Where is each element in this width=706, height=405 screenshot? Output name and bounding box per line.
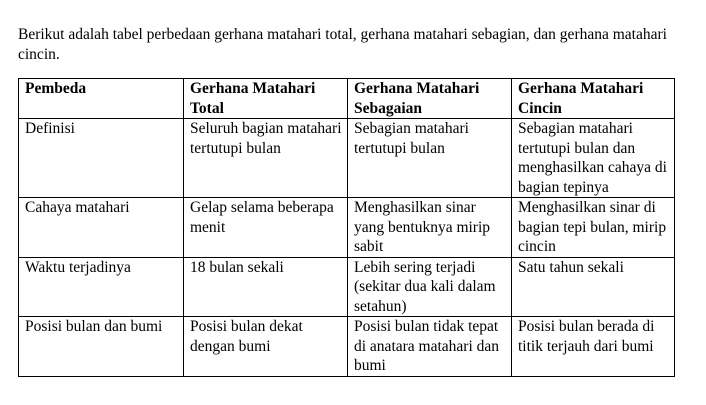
header-cell-cincin: Gerhana Matahari Cincin: [512, 79, 675, 119]
header-cell-pembeda: Pembeda: [19, 79, 184, 119]
table-cell: Gelap selama beberapa menit: [184, 198, 348, 258]
table-header-row: [19, 79, 675, 119]
table-row: [19, 119, 675, 198]
header-cell-sebagian: Gerhana Matahari Sebagaian: [348, 79, 512, 119]
table-cell: Seluruh bagian matahari tertutupi bulan: [184, 119, 348, 198]
table-row: [19, 257, 675, 317]
comparison-table: [18, 78, 675, 377]
table-row: [19, 198, 675, 258]
table-cell: Cahaya matahari: [19, 198, 184, 258]
table-cell: Waktu terjadinya: [19, 257, 184, 317]
table-cell: Sebagian matahari tertutupi bulan: [348, 119, 512, 198]
table-cell: Definisi: [19, 119, 184, 198]
table-cell: Lebih sering terjadi (sekitar dua kali dalam setahun): [348, 257, 512, 317]
table-cell: Posisi bulan dan bumi: [19, 317, 184, 377]
table-cell: Menghasilkan sinar di bagian tepi bulan, mirip cincin: [512, 198, 675, 258]
header-cell-total: Gerhana Matahari Total: [184, 79, 348, 119]
table-cell: Posisi bulan dekat dengan bumi: [184, 317, 348, 377]
table-cell: Menghasilkan sinar yang bentuknya mirip sabit: [348, 198, 512, 258]
table-row: [19, 317, 675, 377]
table-cell: 18 bulan sekali: [184, 257, 348, 317]
table-cell: Satu tahun sekali: [512, 257, 675, 317]
table-cell: Sebagian matahari tertutupi bulan dan menghasilkan cahaya di bagian tepinya: [512, 119, 675, 198]
table-cell: Posisi bulan berada di titik terjauh dari bumi: [512, 317, 675, 377]
intro-paragraph: Berikut adalah tabel perbedaan gerhana matahari total, gerhana matahari sebagian, dan gerhana matahari cincin.: [18, 26, 667, 63]
table-cell: Posisi bulan tidak tepat di anatara matahari dan bumi: [348, 317, 512, 377]
